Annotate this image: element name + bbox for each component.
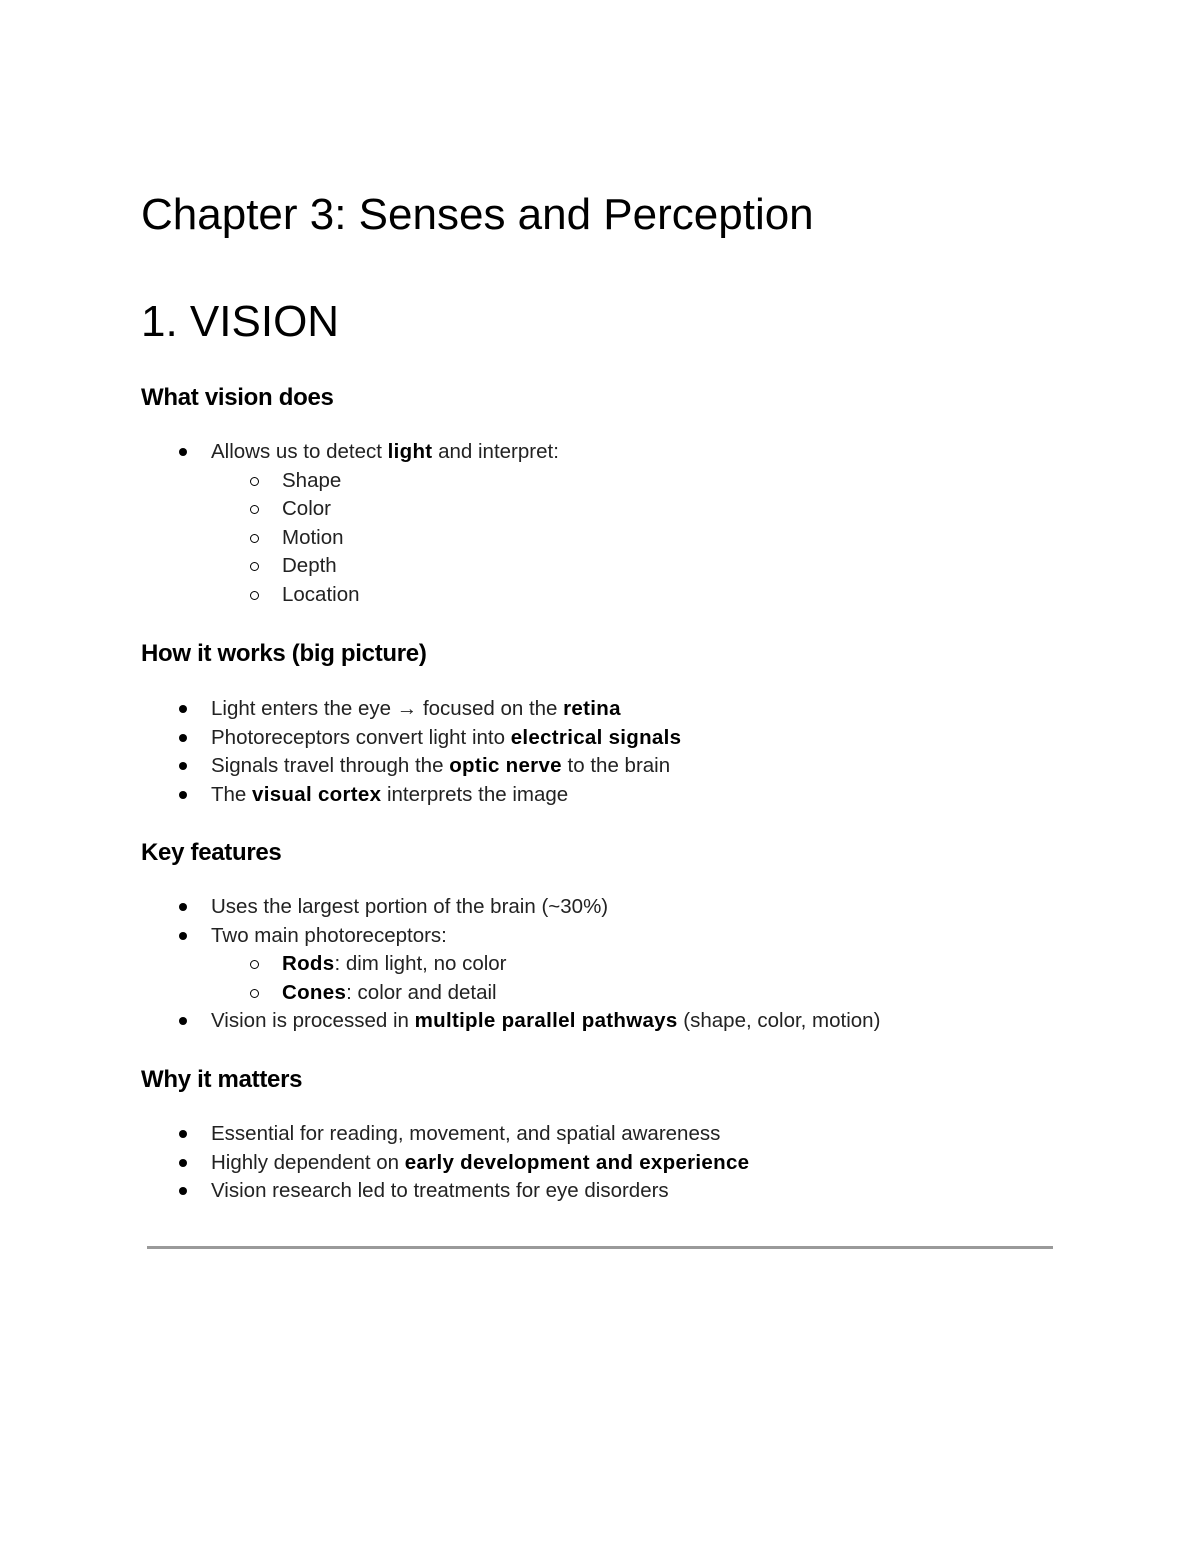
bold-text: visual cortex [252, 782, 382, 806]
text: Depth [282, 554, 337, 577]
bullet-icon [179, 1017, 187, 1025]
sub-list-item [0, 467, 559, 496]
bullet-icon [179, 1159, 187, 1167]
bullet-icon [179, 762, 187, 770]
text: Light enters the eye → focused on the [211, 697, 564, 720]
text: Signals travel through the [211, 754, 450, 777]
text: Two main photoreceptors: [211, 923, 447, 947]
bullet-list [0, 893, 880, 1036]
bullet-icon [179, 1187, 187, 1195]
list-item [0, 438, 559, 467]
bullet-icon [179, 734, 187, 742]
text: : color and detail [346, 980, 497, 1004]
sub-list-item [0, 552, 559, 581]
text: Photoreceptors convert light into [211, 725, 511, 749]
text: interprets the image [381, 782, 569, 806]
bullet-list [0, 1120, 749, 1206]
text: Location [282, 582, 360, 606]
bold-text: electrical signals [510, 725, 682, 749]
hollow-bullet-icon [250, 562, 259, 571]
sub-list-item [0, 979, 880, 1008]
bullet-icon [179, 903, 187, 911]
text: : dim light, no color [334, 952, 507, 975]
bold-text: Cones [282, 980, 347, 1004]
bold-text: early development and experience [404, 1150, 750, 1174]
bold-text: optic nerve [449, 754, 562, 777]
bullet-list [0, 695, 681, 809]
list-item [0, 695, 681, 724]
bold-text: Rods [282, 952, 335, 975]
list-item [0, 1007, 880, 1036]
hollow-bullet-icon [250, 591, 259, 600]
bullet-icon [179, 791, 187, 799]
section-heading: 1. VISION [141, 297, 340, 346]
text: Highly dependent on [211, 1150, 405, 1174]
text: and interpret: [432, 440, 559, 463]
text: to the brain [561, 754, 671, 777]
bullet-icon [179, 705, 187, 713]
bullet-icon [179, 932, 187, 940]
list-item [0, 922, 880, 951]
list-item [0, 781, 681, 810]
bold-text: light [387, 440, 433, 463]
text: Shape [282, 468, 342, 492]
page-title: Chapter 3: Senses and Perception [141, 190, 814, 239]
list-item [0, 1120, 749, 1149]
bullet-list [0, 438, 559, 609]
list-item [0, 724, 681, 753]
hollow-bullet-icon [250, 989, 259, 998]
list-item [0, 1177, 749, 1206]
text: Vision research led to treatments for eye disorders [211, 1179, 669, 1202]
list-item [0, 893, 880, 922]
hollow-bullet-icon [250, 960, 259, 969]
bold-text: multiple parallel pathways [414, 1009, 678, 1032]
subsection-heading: What vision does [141, 384, 334, 411]
hollow-bullet-icon [250, 477, 259, 486]
sub-list-item [0, 495, 559, 524]
bold-text: retina [563, 697, 621, 720]
sub-list-item [0, 524, 559, 553]
text: Essential for reading, movement, and spatial awareness [211, 1122, 721, 1145]
subsection-heading: Why it matters [141, 1066, 303, 1093]
sub-list-item [0, 581, 559, 610]
hollow-bullet-icon [250, 505, 259, 514]
hollow-bullet-icon [250, 534, 259, 543]
sub-list-item [0, 950, 880, 979]
subsection-heading: How it works (big picture) [141, 640, 427, 667]
text: Vision is processed in [211, 1009, 415, 1032]
text: Motion [282, 525, 344, 549]
bullet-icon [179, 448, 187, 456]
text: (shape, color, motion) [677, 1009, 881, 1032]
list-item [0, 1149, 749, 1178]
text: Color [282, 497, 331, 520]
list-item [0, 752, 681, 781]
text: The [211, 782, 253, 806]
text: Uses the largest portion of the brain (~30%) [211, 895, 609, 918]
text: Allows us to detect [211, 440, 388, 463]
subsection-heading: Key features [141, 839, 282, 866]
horizontal-rule [147, 1246, 1053, 1249]
bullet-icon [179, 1130, 187, 1138]
